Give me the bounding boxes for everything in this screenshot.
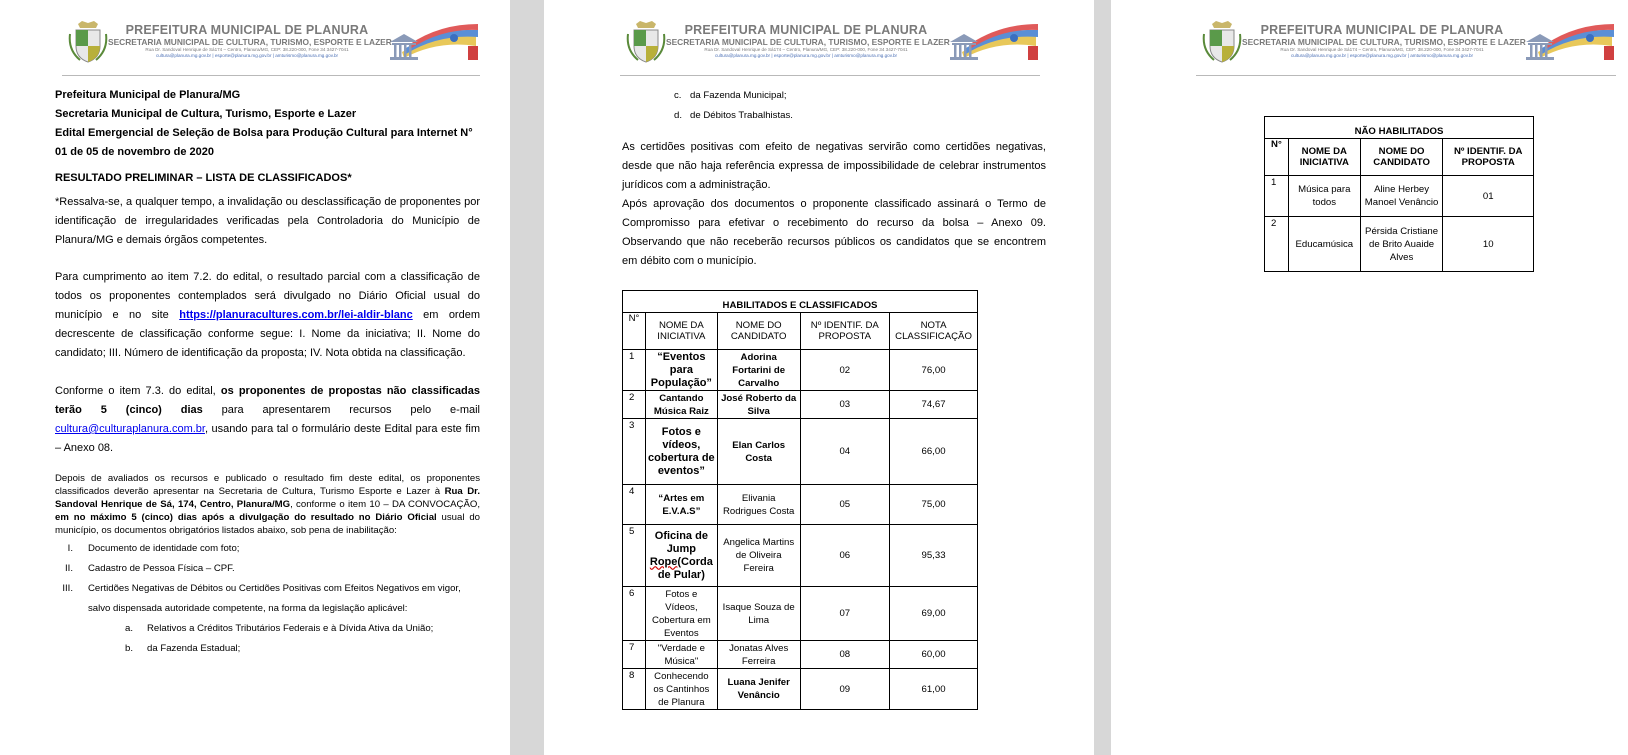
column-header: NOTA CLASSIFICAÇÃO [890,313,978,350]
letterhead-text [1242,23,1526,59]
table-header-row [623,313,978,350]
table-row [623,419,978,485]
appeal-text-c: , usando para tal o formulário deste Edital para este fim – Anexo 08. [55,423,480,454]
table-row [623,587,978,641]
not-qualified-table [1264,116,1534,272]
letterhead [620,18,1040,76]
column-header: Nº IDENTIF. DA PROPOSTA [800,313,890,350]
cell-initiative: Música para todos [1288,176,1360,217]
cell-candidate: Elan Carlos Costa [717,419,800,485]
cell-candidate: Aline Herbey Manoel Venâncio [1360,176,1443,217]
documents-text-a: Depois de avaliados os recursos e publicado o resultado fim deste edital, os proponentes classificados deverão apresentar na Secretaria de Cultura, Turismo Esporte e Lazer à [55,473,480,497]
letterhead-rule [62,75,480,76]
cell-number: 1 [623,350,646,391]
table-caption: NÃO HABILITADOS [1265,117,1534,139]
sublist-text: de Débitos Trabalhistas. [690,110,793,121]
cell-score: 74,67 [890,391,978,419]
publication-text-b: em ordem decrescente de classificação conforme segue: I. Nome da iniciativa; II. Nome do candidato; III. Número de identificação da proposta; IV. Nota obtida na classificação. [55,309,480,359]
letterhead-title: PREFEITURA MUNICIPAL DE PLANURA [1260,23,1504,37]
cell-score: 75,00 [890,485,978,525]
cell-candidate: Jonatas Alves Ferreira [717,641,800,669]
column-header: NOME DO CANDIDATO [1360,139,1443,176]
letterhead-subtitle: SECRETARIA MUNICIPAL DE CULTURA, TURISMO, ESPORTE E LAZER [1242,37,1526,47]
cell-number: 1 [1265,176,1289,217]
letterhead [62,18,480,76]
sublist-item [622,86,1046,106]
initiative-text: (Corda de Pular) [657,555,713,581]
site-link[interactable]: https://planuracultures.com.br/lei-aldir-blanc [179,309,413,321]
doc-line-secretaria: Secretaria Municipal de Cultura, Turismo, Esporte e Lazer [55,108,357,120]
letterhead-text [108,23,392,59]
list-marker: I. [67,543,73,554]
column-header: N° [1265,139,1289,176]
letterhead-title: PREFEITURA MUNICIPAL DE PLANURA [684,23,928,37]
cell-proposal-id: 07 [800,587,890,641]
list-marker: II. [65,563,73,574]
cell-candidate: José Roberto da Silva [717,391,800,419]
cell-candidate: Elivania Rodrigues Costa [717,485,800,525]
cell-proposal-id: 03 [800,391,890,419]
list-item [55,559,480,579]
document-page-1 [0,0,510,755]
sublist-marker: d. [674,110,683,121]
cell-candidate: Adorina Fortarini de Carvalho [717,350,800,391]
cell-proposal-id: 08 [800,641,890,669]
publication-paragraph [55,268,480,363]
doc-line-edital: Edital Emergencial de Seleção de Bolsa para Produção Cultural para Internet N° [55,127,473,139]
cell-number: 2 [1265,217,1289,272]
cell-initiative: "Verdade e Música" [645,641,717,669]
classified-table [622,290,978,710]
cell-initiative: “Eventos para População” [645,350,717,391]
sublist-text: Relativos a Créditos Tributários Federais e à Dívida Ativa da União; [147,623,434,634]
appeal-text-bold: os proponentes de propostas não classificadas terão 5 (cinco) dias [55,385,480,416]
certidoes-paragraph: As certidões positivas com efeito de negativas servirão como certidões negativas, desde que não haja referência expressa de impossibilidade de celebrar instrumentos jurídicos com a administração. [622,141,1046,191]
termo-paragraph: Após aprovação dos documentos o proponente classificado assinará o Termo de Compromisso para efetivar o recebimento do recurso da bolsa – Anexo 09. Observando que não receberão recursos públicos os candidatos que se encontrem em débito com o município. [622,198,1046,267]
cell-initiative: Conhecendo os Cantinhos de Planura [645,669,717,710]
document-page-3 [1111,0,1628,755]
result-title: RESULTADO PRELIMINAR – LISTA DE CLASSIFICADOS* [55,172,352,184]
cell-score: 69,00 [890,587,978,641]
cell-initiative: Cantando Música Raiz [645,391,717,419]
list-marker: III. [62,583,73,594]
culture-banner-icon [386,22,480,64]
sublist-marker: c. [674,90,682,101]
doc-line-edital-date: 01 de 05 de novembro de 2020 [55,146,214,158]
appeal-text-a: Conforme o item 7.3. do edital, [55,385,216,397]
cell-proposal-id: 10 [1443,217,1534,272]
municipal-seal-icon [68,20,108,64]
column-header: Nº IDENTIF. DA PROPOSTA [1443,139,1534,176]
cell-score: 60,00 [890,641,978,669]
cell-candidate: Luana Jenifer Venâncio [717,669,800,710]
sublist-item [55,639,480,659]
table-row [623,525,978,587]
cell-candidate: Pérsida Cristiane de Brito Auaide Alves [1360,217,1443,272]
cell-initiative [645,525,717,587]
sublist-item [55,619,480,639]
table-row [623,391,978,419]
cell-proposal-id: 01 [1443,176,1534,217]
letterhead-rule [620,75,1040,76]
doc-line-prefeitura: Prefeitura Municipal de Planura/MG [55,89,241,101]
cell-number: 8 [623,669,646,710]
documents-text-b: , conforme o item 10 – DA CONVOCAÇÃO, [290,499,480,510]
email-link[interactable]: cultura@culturaplanura.com.br [55,423,205,435]
list-text: Certidões Negativas de Débitos ou Certidões Positivas com Efeitos Negativos em vigor, salvo dispensada autoridade competente, na forma da legislação aplicável: [88,583,461,614]
letterhead-contacts: cultura@planura.mg.gov.br | esporte@planura.mg.gov.br | amturismo@planura.mg.gov.br [155,53,339,58]
cell-score: 95,33 [890,525,978,587]
cell-proposal-id: 09 [800,669,890,710]
document-page-2 [544,0,1094,755]
cell-candidate: Angelica Martins de Oliveira Fereira [717,525,800,587]
culture-banner-icon [1522,22,1616,64]
table-row [623,485,978,525]
table-caption-row [623,291,978,313]
letterhead-rule [1196,75,1616,76]
initiative-text: Oficina de Jump [654,529,708,555]
letterhead-contacts: cultura@planura.mg.gov.br | esporte@planura.mg.gov.br | amturismo@planura.mg.gov.br [1290,53,1474,58]
letterhead-text [666,23,950,59]
letterhead-subtitle: SECRETARIA MUNICIPAL DE CULTURA, TURISMO, ESPORTE E LAZER [108,37,392,47]
cell-initiative: “Artes em E.V.A.S” [645,485,717,525]
letterhead-subtitle: SECRETARIA MUNICIPAL DE CULTURA, TURISMO, ESPORTE E LAZER [666,37,950,47]
cell-number: 2 [623,391,646,419]
list-text: Documento de identidade com foto; [88,543,240,554]
ressalva-paragraph: *Ressalva-se, a qualquer tempo, a invalidação ou desclassificação de proponentes por identificação de irregularidades verificadas pela Controladoria do Município de Planura/MG e demais órgãos competentes. [55,196,480,246]
cell-proposal-id: 05 [800,485,890,525]
spellcheck-word: Rope [649,555,678,568]
municipal-seal-icon [626,20,666,64]
cell-initiative: Educamúsica [1288,217,1360,272]
table-caption: HABILITADOS E CLASSIFICADOS [623,291,978,313]
sublist-text: da Fazenda Estadual; [147,643,241,654]
list-item [55,579,480,619]
column-header: N° [623,313,646,350]
documents-deadline: em no máximo 5 (cinco) dias após a divulgação do resultado no Diário Oficial [55,512,437,523]
cell-number: 3 [623,419,646,485]
column-header: NOME DO CANDIDATO [717,313,800,350]
cell-initiative: Fotos e vídeos, cobertura de eventos” [645,419,717,485]
letterhead-title: PREFEITURA MUNICIPAL DE PLANURA [125,23,369,37]
page1-body [55,86,480,659]
table-header-row [1265,139,1534,176]
cell-number: 4 [623,485,646,525]
table-row [1265,176,1534,217]
letterhead-address: Rua Dr. Sandoval Henrique de Sá174 – Centro, Planura/MG, CEP: 38.220-000, Fone 34 3427-7041 [704,47,908,52]
cell-number: 5 [623,525,646,587]
table-row [623,669,978,710]
cell-score: 76,00 [890,350,978,391]
table-row [1265,217,1534,272]
list-item [55,539,480,559]
municipal-seal-icon [1202,20,1242,64]
letterhead-address: Rua Dr. Sandoval Henrique de Sá174 – Centro, Planura/MG, CEP: 38.220-000, Fone 34 3427-7041 [145,47,349,52]
cell-proposal-id: 02 [800,350,890,391]
letterhead-address: Rua Dr. Sandoval Henrique de Sá174 – Centro, Planura/MG, CEP: 38.220-000, Fone 34 3427-7041 [1280,47,1484,52]
table-caption-row [1265,117,1534,139]
table-row [623,350,978,391]
documents-address: Rua Dr. Sandoval Henrique de Sá, 174, Centro, Planura/MG [55,486,480,510]
cell-initiative: Fotos e Vídeos, Cobertura em Eventos [645,587,717,641]
cell-proposal-id: 04 [800,419,890,485]
cell-score: 61,00 [890,669,978,710]
appeal-text-b: para apresentarem recursos pelo e-mail [221,404,480,416]
documents-paragraph [55,472,480,537]
sublist-marker: b. [125,643,134,654]
sublist-item [622,106,1046,126]
publication-text-a: Para cumprimento ao item 7.2. do edital, o resultado parcial com a classificação de todos os proponentes contemplados será divulgado no Diário Oficial usual do município e no site [55,271,480,321]
culture-banner-icon [946,22,1040,64]
column-header: NOME DA INICIATIVA [645,313,717,350]
column-header: NOME DA INICIATIVA [1288,139,1360,176]
cell-number: 7 [623,641,646,669]
letterhead [1196,18,1616,76]
cell-score: 66,00 [890,419,978,485]
cell-number: 6 [623,587,646,641]
letterhead-contacts: cultura@planura.mg.gov.br | esporte@planura.mg.gov.br | amturismo@planura.mg.gov.br [714,53,898,58]
page2-body [622,86,1046,271]
sublist-marker: a. [125,623,134,634]
documents-text-c: usual do município, os documentos obrigatórios listados abaixo, sob pena de inabilitação: [55,512,480,536]
list-text: Cadastro de Pessoa Física – CPF. [88,563,235,574]
cell-candidate: Isaque Souza de Lima [717,587,800,641]
appeal-paragraph [55,382,480,458]
cell-proposal-id: 06 [800,525,890,587]
sublist-text: da Fazenda Municipal; [690,90,787,101]
table-row [623,641,978,669]
